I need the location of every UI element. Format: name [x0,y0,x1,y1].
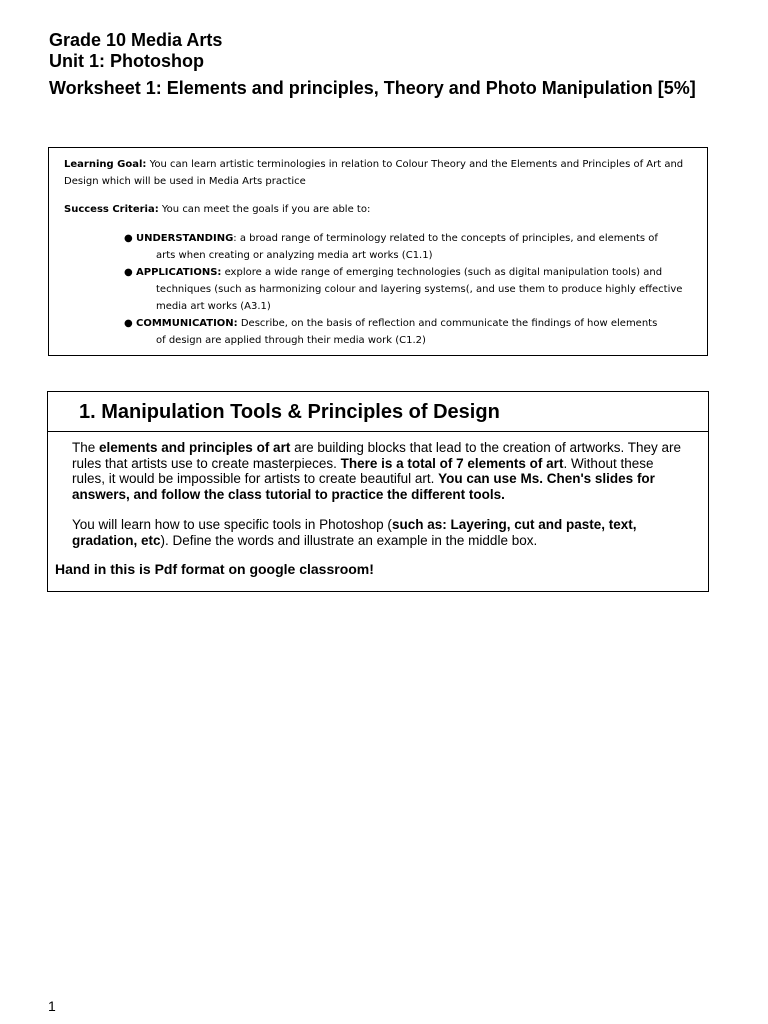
tools-emphasis: such as: Layering, cut and paste, text, gradation, etc [72,517,637,548]
intro-paragraph [72,440,688,502]
criteria-item-text: explore a wide range of emerging technologies (such as digital manipulation tools) and [221,267,663,278]
intro-emphasis: elements and principles of art [99,440,291,455]
criteria-item-communication [124,315,693,349]
unit-title: Unit 1: Photoshop [49,51,204,71]
criteria-item-continuation: of design are applied through their media work (C1.2) [156,335,426,346]
success-criteria-text: You can meet the goals if you are able to: [158,204,371,215]
hand-in-instruction: Hand in this is Pdf format on google classroom! [55,561,374,577]
success-criteria-label: Success Criteria: [64,204,159,215]
criteria-item-label: COMMUNICATION: [136,318,238,329]
intro-text: . Without these rules, it would be impossible for artists to create beautiful art. [72,455,654,486]
section-title: 1. Manipulation Tools & Principles of Design [48,392,708,432]
tools-text: ). Define the words and illustrate an example in the middle box. [160,532,538,548]
intro-text: The [72,440,100,455]
bullet-icon: ● [124,267,133,278]
learning-goal-box [48,147,708,356]
bullet-icon: ● [124,233,133,244]
intro-emphasis: You can use Ms. Chen's slides for answers, and follow the class tutorial to practice the different tools. [72,471,655,502]
course-title: Grade 10 Media Arts [49,30,223,50]
tools-text: You will learn how to use specific tools in Photoshop ( [72,517,392,532]
learning-goal [64,156,693,190]
intro-text: are building blocks that lead to the creation of artworks. They are rules that artists use to create masterpieces. [72,440,682,471]
criteria-item-understanding [124,230,693,264]
bullet-icon: ● [124,318,133,329]
criteria-item-continuation: arts when creating or analyzing media art works (C1.1) [156,250,433,261]
manipulation-tools-section [47,391,709,592]
learning-goal-text: You can learn artistic terminologies in relation to Colour Theory and the Elements and Principles of Art and Design which will be used in Media Arts practice [64,159,684,187]
criteria-item-label: UNDERSTANDING [136,233,234,244]
page-number: 1 [48,998,56,1014]
criteria-item-applications [124,264,693,315]
criteria-item-continuation: techniques (such as harmonizing colour and layering systems(, and use them to produce highly effective media art works (A3.1) [156,284,683,312]
criteria-item-text: Describe, on the basis of reflection and communicate the findings of how elements [237,318,658,329]
section-body [48,432,708,578]
criteria-item-text: : a broad range of terminology related to the concepts of principles, and elements of [233,233,658,244]
tools-paragraph [72,517,688,548]
learning-goal-label: Learning Goal: [64,159,147,170]
success-criteria [64,201,693,218]
criteria-item-label: APPLICATIONS: [136,267,222,278]
document-header [49,30,709,99]
criteria-list [64,230,693,349]
worksheet-title: Worksheet 1: Elements and principles, Theory and Photo Manipulation [5%] [49,78,696,98]
intro-emphasis: There is a total of 7 elements of art [340,455,564,471]
